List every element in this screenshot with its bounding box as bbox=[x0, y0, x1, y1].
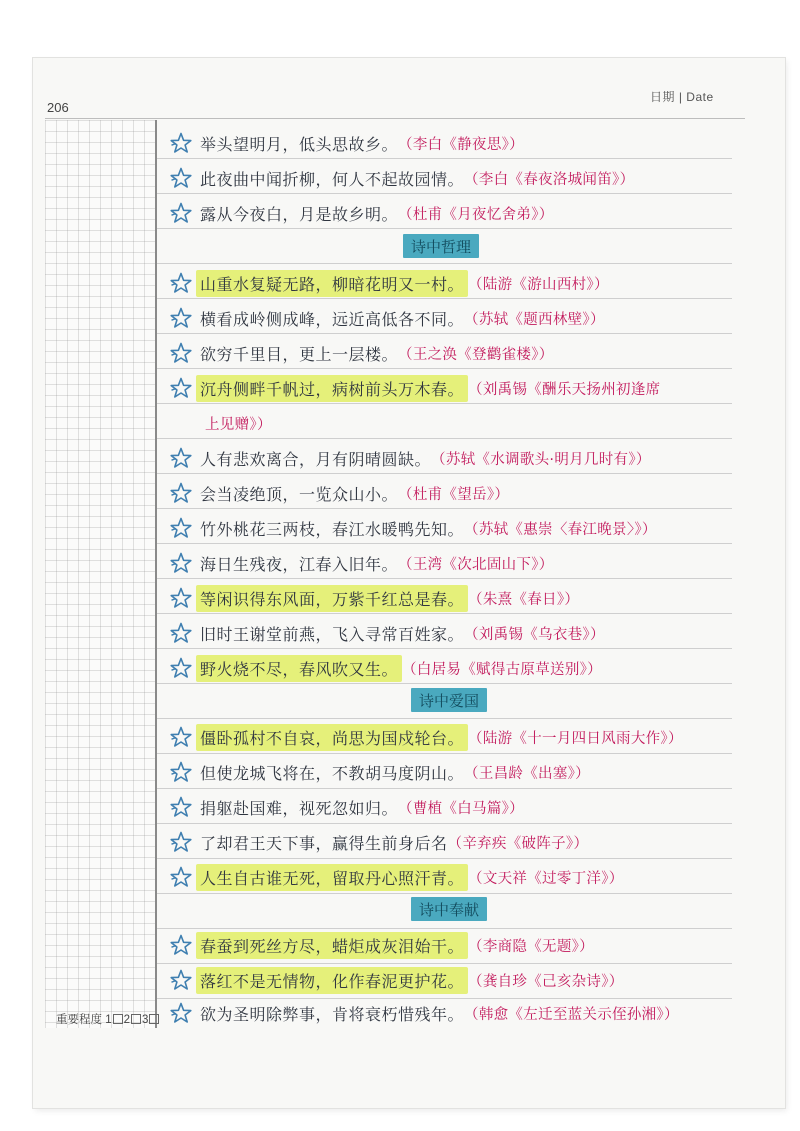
verse-text: 野火烧不尽，春风吹又生。 bbox=[196, 655, 402, 682]
star-bullet-icon bbox=[170, 831, 192, 853]
poem-line bbox=[170, 128, 524, 158]
poem-line bbox=[170, 478, 509, 508]
ruled-line bbox=[157, 438, 732, 439]
verse-source: （白居易《赋得古原草送别》） bbox=[402, 661, 602, 678]
verse-text: 举头望明月，低头思故乡。 bbox=[200, 134, 399, 154]
verse-text: 沉舟侧畔千帆过，病树前头万木春。 bbox=[196, 375, 468, 402]
verse-text: 旧时王谢堂前燕，飞入寻常百姓家。 bbox=[200, 624, 465, 644]
verse-source: （苏轼《惠崇〈春江晚景〉》） bbox=[464, 521, 657, 538]
star-bullet-icon bbox=[170, 969, 192, 991]
section-heading: 诗中奉献 bbox=[411, 897, 487, 921]
poem-line bbox=[170, 198, 554, 228]
ruled-line bbox=[157, 578, 732, 579]
star-bullet-icon bbox=[170, 761, 192, 783]
ruled-line bbox=[157, 298, 732, 299]
header-rule bbox=[45, 118, 745, 119]
verse-text: 欲穷千里目，更上一层楼。 bbox=[200, 344, 399, 364]
star-bullet-icon bbox=[170, 447, 192, 469]
verse-source: （辛弃疾《破阵子》） bbox=[447, 835, 589, 852]
poem-line bbox=[170, 303, 605, 333]
poem-line bbox=[170, 965, 624, 995]
verse-source: （陆游《十一月四日风雨大作》） bbox=[468, 730, 683, 747]
verse-source: （刘禹锡《乌衣巷》） bbox=[464, 626, 605, 643]
ruled-line bbox=[157, 228, 732, 229]
star-bullet-icon bbox=[170, 866, 192, 888]
verse-source: （文天祥《过零丁洋》） bbox=[468, 870, 624, 887]
star-bullet-icon bbox=[170, 132, 192, 154]
ruled-line bbox=[157, 683, 732, 684]
verse-text: 了却君王天下事，赢得生前身后名 bbox=[200, 833, 448, 853]
importance-level-1: 1 bbox=[105, 1014, 112, 1026]
poem-line bbox=[170, 792, 524, 822]
poem-line bbox=[170, 618, 605, 648]
poem-line bbox=[170, 827, 588, 857]
verse-text: 竹外桃花三两枝，春江水暖鸭先知。 bbox=[200, 519, 465, 539]
ruled-line bbox=[157, 893, 732, 894]
star-bullet-icon bbox=[170, 587, 192, 609]
verse-text: 露从今夜白，月是故乡明。 bbox=[200, 204, 399, 224]
ruled-line bbox=[157, 263, 732, 264]
verse-source: （苏轼《题西林壁》） bbox=[464, 311, 605, 328]
ruled-line bbox=[157, 963, 732, 964]
verse-source: （曹植《白马篇》） bbox=[398, 800, 524, 817]
ruled-line bbox=[157, 753, 732, 754]
verse-text: 但使龙城飞将在，不教胡马度阴山。 bbox=[200, 763, 465, 783]
poem-line bbox=[170, 373, 660, 403]
importance-level-3: 3 bbox=[142, 1014, 149, 1026]
poem-line bbox=[170, 930, 594, 960]
importance-label: 重要程度 bbox=[56, 1014, 102, 1026]
ruled-line bbox=[157, 788, 732, 789]
verse-source: （杜甫《月夜忆舍弟》） bbox=[398, 206, 554, 223]
verse-source: （龚自珍《己亥杂诗》） bbox=[468, 973, 624, 990]
verse-text: 横看成岭侧成峰，远近高低各不同。 bbox=[200, 309, 465, 329]
verse-source: （朱熹《春日》） bbox=[468, 591, 580, 608]
poem-line bbox=[170, 268, 609, 298]
poem-line bbox=[170, 548, 554, 578]
ruled-line bbox=[157, 403, 732, 404]
verse-text: 会当凌绝顶，一览众山小。 bbox=[200, 484, 399, 504]
poem-line bbox=[170, 443, 651, 473]
verse-text: 此夜曲中闻折柳，何人不起故园情。 bbox=[200, 169, 465, 189]
poem-line bbox=[170, 722, 683, 752]
date-label: 日期 | Date bbox=[650, 90, 714, 104]
ruled-line bbox=[157, 718, 732, 719]
verse-source: （陆游《游山西村》） bbox=[468, 276, 609, 293]
star-bullet-icon bbox=[170, 307, 192, 329]
star-bullet-icon bbox=[170, 726, 192, 748]
importance-rating bbox=[56, 1011, 160, 1027]
verse-text: 等闲识得东风面，万紫千红总是春。 bbox=[196, 585, 468, 612]
checkbox-icon[interactable] bbox=[113, 1014, 123, 1024]
poem-line bbox=[170, 998, 679, 1028]
ruled-line bbox=[157, 193, 732, 194]
checkbox-icon[interactable] bbox=[149, 1014, 159, 1024]
verse-text: 捐躯赴国难，视死忽如归。 bbox=[200, 798, 399, 818]
star-bullet-icon bbox=[170, 796, 192, 818]
poem-line bbox=[170, 757, 590, 787]
star-bullet-icon bbox=[170, 552, 192, 574]
verse-source: （苏轼《水调歌头·明月几时有》） bbox=[431, 451, 651, 468]
verse-text: 僵卧孤村不自哀，尚思为国戍轮台。 bbox=[196, 724, 468, 751]
ruled-line bbox=[157, 858, 732, 859]
verse-text: 人生自古谁无死，留取丹心照汗青。 bbox=[196, 864, 468, 891]
verse-source: （王昌龄《出塞》） bbox=[464, 765, 590, 782]
verse-text: 人有悲欢离合，月有阴晴圆缺。 bbox=[200, 449, 432, 469]
ruled-line bbox=[157, 543, 732, 544]
section-heading: 诗中爱国 bbox=[411, 688, 487, 712]
poem-line bbox=[170, 513, 657, 543]
ruled-line bbox=[157, 823, 732, 824]
verse-source: （杜甫《望岳》） bbox=[398, 486, 510, 503]
poem-line bbox=[170, 862, 624, 892]
verse-text: 山重水复疑无路，柳暗花明又一村。 bbox=[196, 270, 468, 297]
verse-source: （王之涣《登鹳雀楼》） bbox=[398, 346, 554, 363]
page-number: 206 bbox=[47, 100, 69, 115]
star-bullet-icon bbox=[170, 167, 192, 189]
verse-source: （韩愈《左迁至蓝关示侄孙湘》） bbox=[464, 1006, 679, 1023]
ruled-line bbox=[157, 333, 732, 334]
star-bullet-icon bbox=[170, 657, 192, 679]
star-bullet-icon bbox=[170, 622, 192, 644]
verse-source: （王湾《次北固山下》） bbox=[398, 556, 554, 573]
verse-text: 春蚕到死丝方尽，蜡炬成灰泪始干。 bbox=[196, 932, 468, 959]
ruled-line bbox=[157, 473, 732, 474]
verse-source: （李白《静夜思》） bbox=[398, 136, 524, 153]
star-bullet-icon bbox=[170, 342, 192, 364]
star-bullet-icon bbox=[170, 482, 192, 504]
verse-source-continuation: 上见赠》） bbox=[205, 416, 272, 433]
verse-source: （李商隐《无题》） bbox=[468, 938, 594, 955]
poem-line bbox=[170, 583, 579, 613]
ruled-line bbox=[157, 613, 732, 614]
poem-line bbox=[170, 163, 634, 193]
ruled-line bbox=[157, 928, 732, 929]
importance-level-2: 2 bbox=[123, 1014, 131, 1026]
margin-grid bbox=[45, 120, 155, 1028]
verse-text: 欲为圣明除弊事，肯将衰朽惜残年。 bbox=[200, 1004, 465, 1024]
ruled-line bbox=[157, 158, 732, 159]
ruled-line bbox=[157, 648, 732, 649]
star-bullet-icon bbox=[170, 377, 192, 399]
star-bullet-icon bbox=[170, 517, 192, 539]
ruled-line bbox=[157, 508, 732, 509]
poem-line-continuation bbox=[205, 408, 272, 438]
star-bullet-icon bbox=[170, 1002, 192, 1024]
star-bullet-icon bbox=[170, 272, 192, 294]
margin-divider bbox=[155, 120, 157, 1028]
ruled-line bbox=[157, 368, 732, 369]
verse-source: （李白《春夜洛城闻笛》） bbox=[464, 171, 635, 188]
section-heading: 诗中哲理 bbox=[403, 234, 479, 258]
star-bullet-icon bbox=[170, 202, 192, 224]
checkbox-icon[interactable] bbox=[131, 1014, 141, 1024]
poem-line bbox=[170, 338, 554, 368]
star-bullet-icon bbox=[170, 934, 192, 956]
verse-source: （刘禹锡《酬乐天扬州初逢席 bbox=[468, 381, 661, 398]
poem-line bbox=[170, 653, 602, 683]
verse-text: 落红不是无情物，化作春泥更护花。 bbox=[196, 967, 468, 994]
verse-text: 海日生残夜，江春入旧年。 bbox=[200, 554, 399, 574]
